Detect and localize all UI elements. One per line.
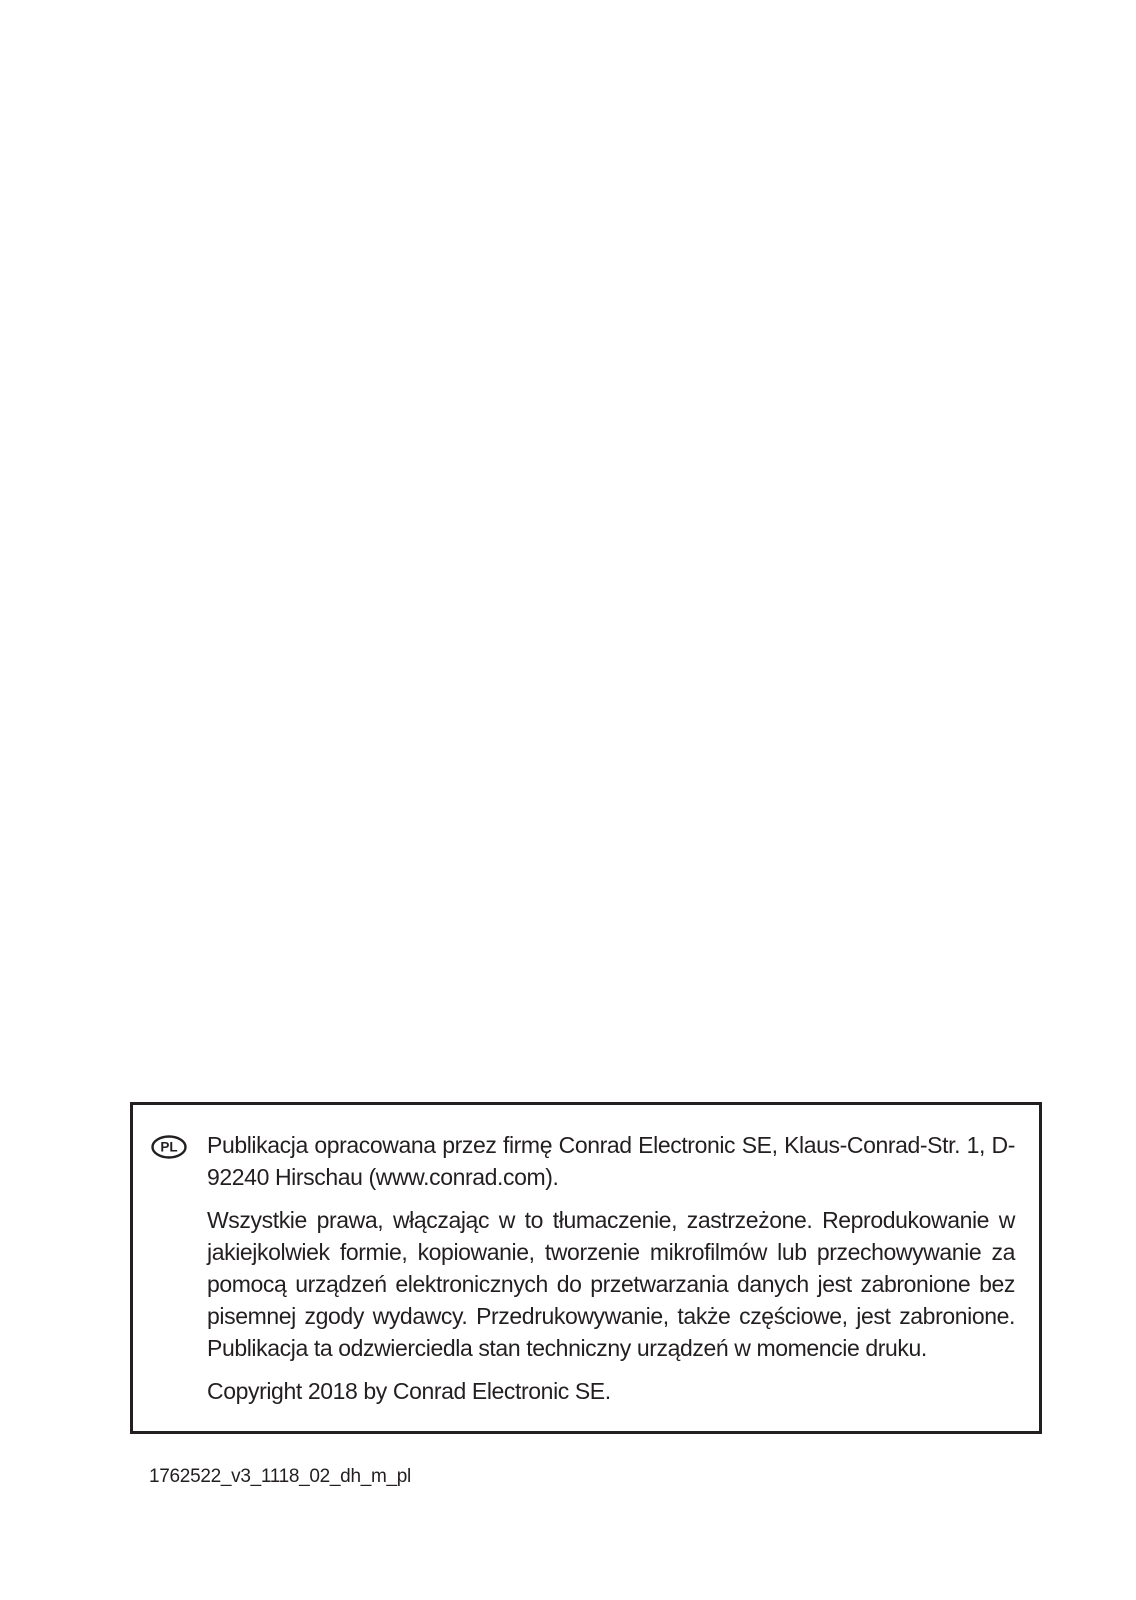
document-code: 1762522_v3_1118_02_dh_m_pl <box>149 1466 411 1487</box>
imprint-text <box>207 1129 1015 1407</box>
language-badge-label: PL <box>160 1139 178 1155</box>
copyright-line: Copyright 2018 by Conrad Electronic SE. <box>207 1378 611 1404</box>
publisher-paragraph: Publikacja opracowana przez firmę Conrad Electronic SE, Klaus-Conrad-Str. 1, D-92240 Hirschau (www.conrad.com). <box>207 1132 1015 1190</box>
rights-paragraph: Wszystkie prawa, włączając w to tłumaczenie, zastrzeżone. Reprodukowanie w jakiejkolwiek formie, kopiowanie, tworzenie mikrofilmów lub przechowywanie za pomocą urządzeń elektronicznych do przetwarzania danych jest zabronione bez pisemnej zgody wydawcy. Przedrukowywanie, także częściowe, jest zabronione. Publikacja ta odzwierciedla stan techniczny urządzeń w momencie druku. <box>207 1207 1015 1361</box>
imprint-box <box>130 1102 1042 1434</box>
pl-language-badge-icon <box>151 1135 187 1159</box>
